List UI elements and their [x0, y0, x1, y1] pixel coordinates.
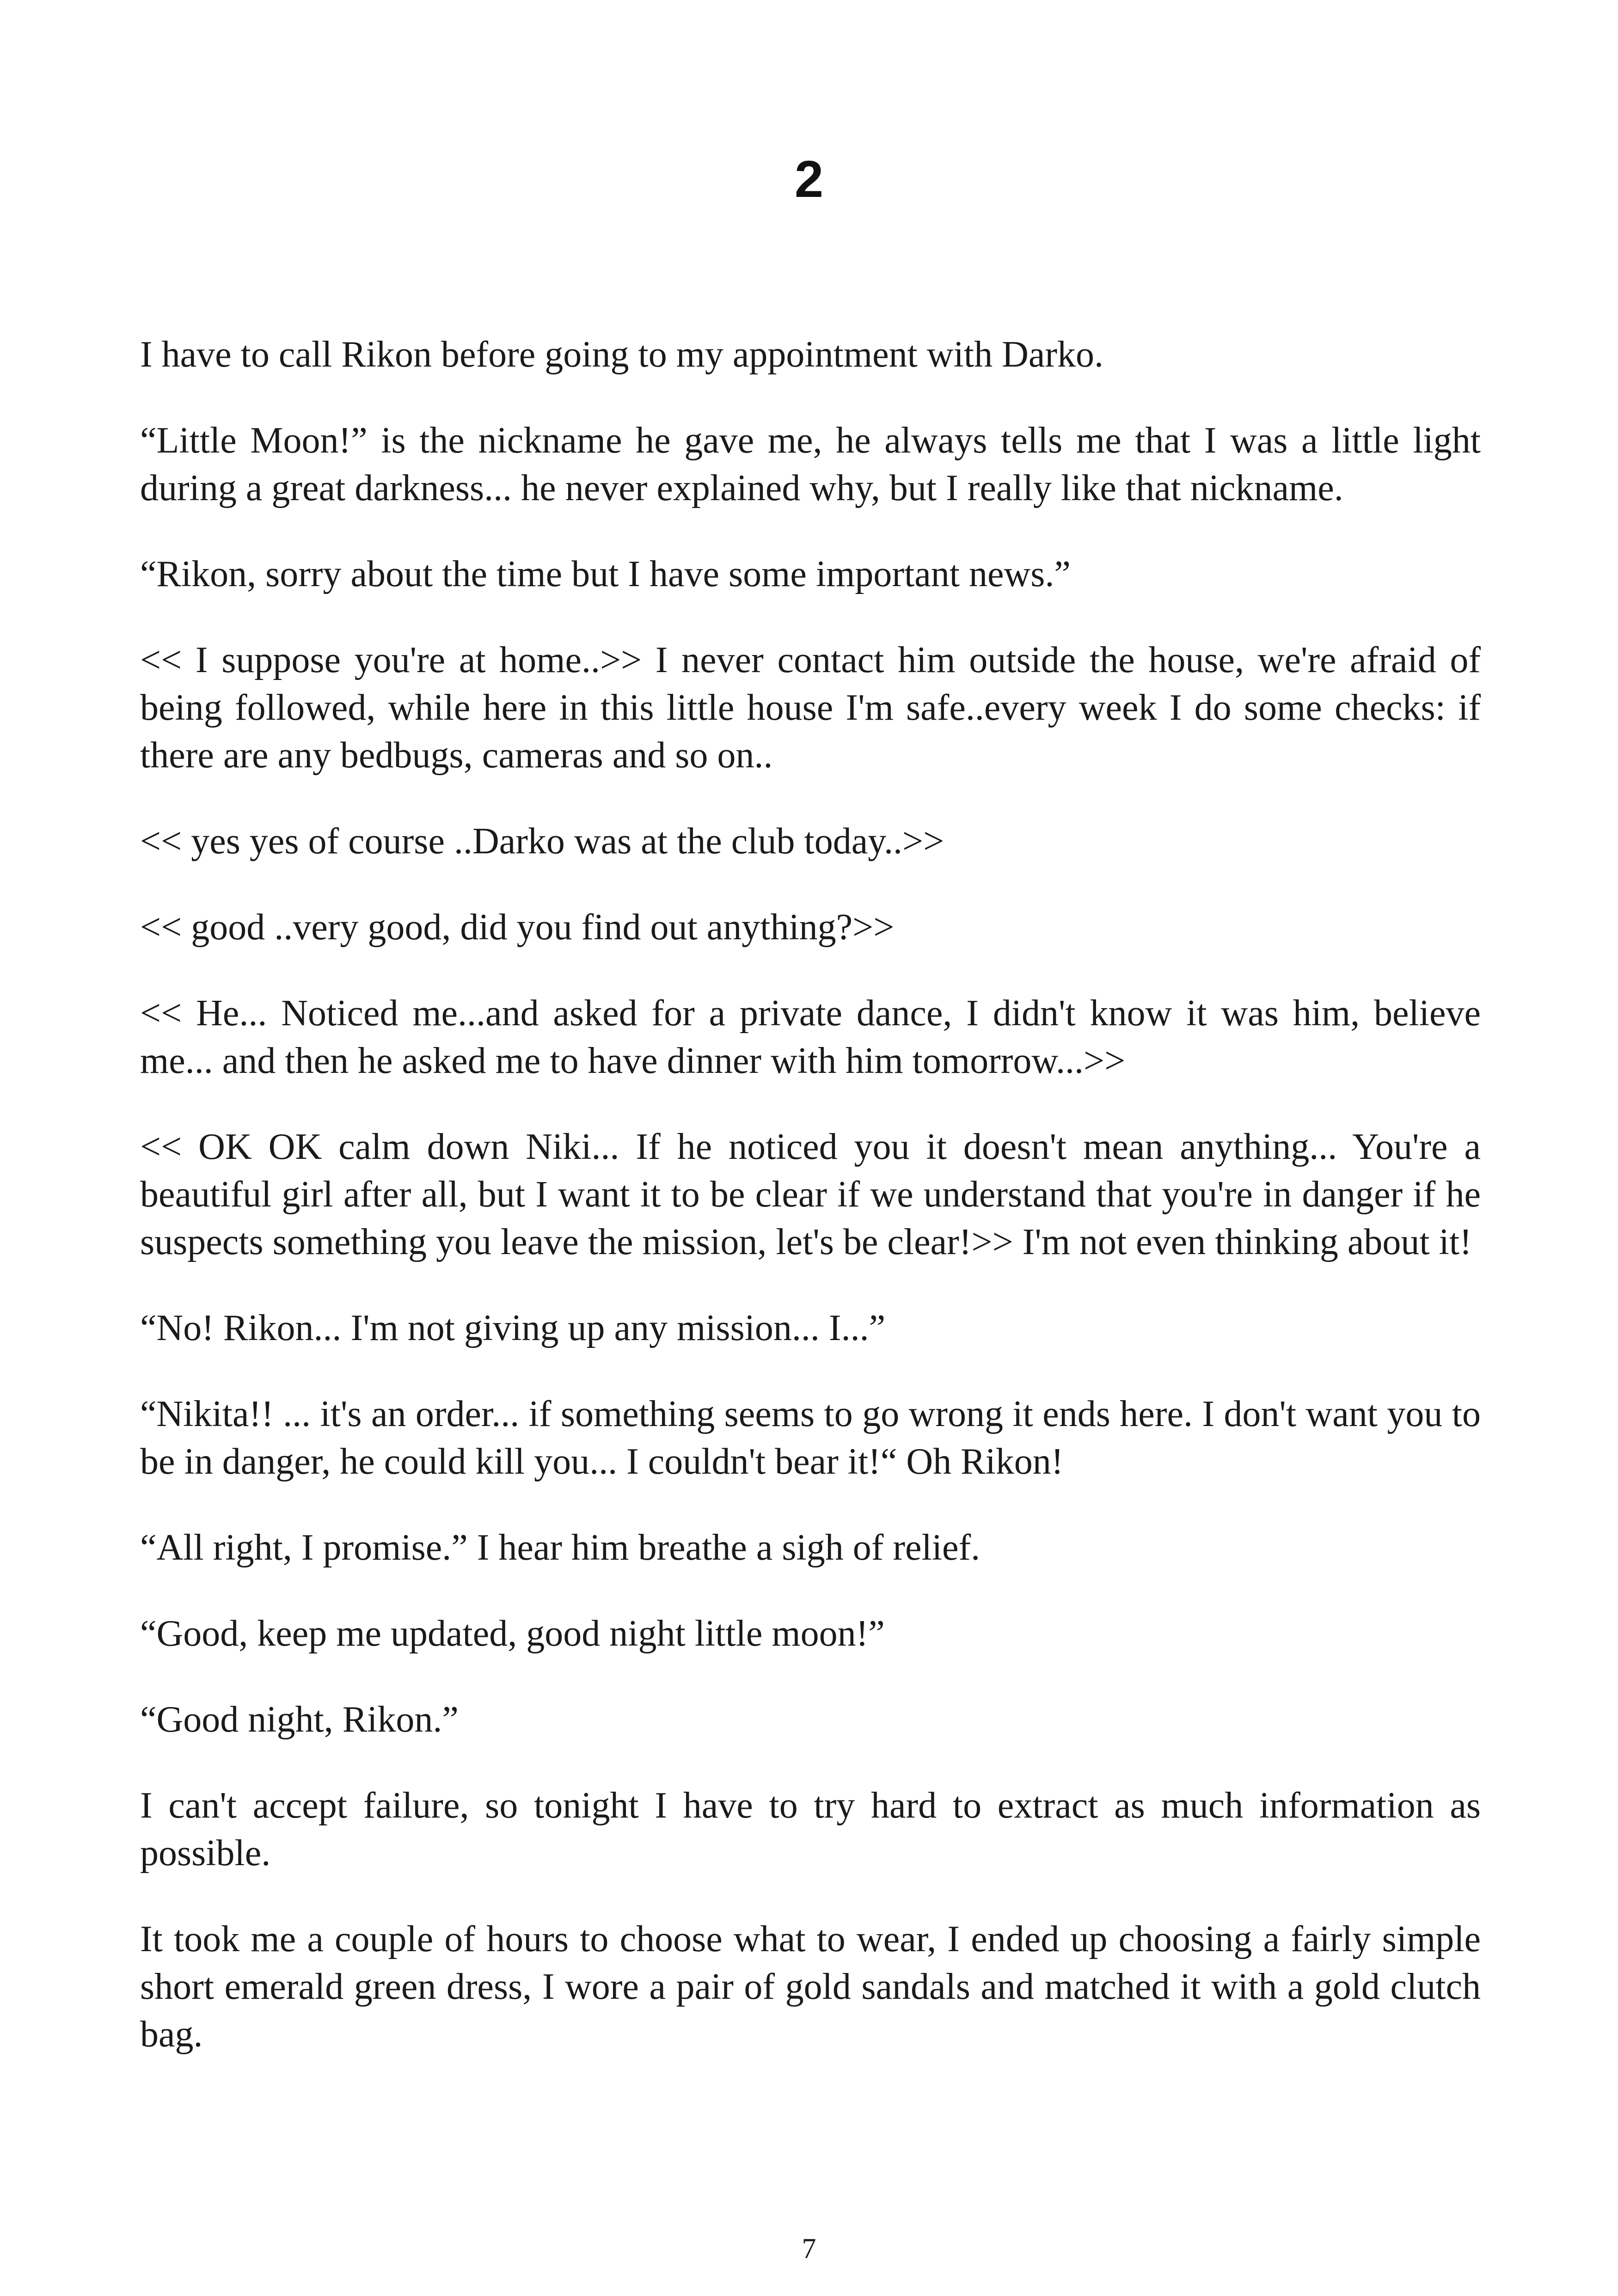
paragraph: << yes yes of course ..Darko was at the club today..>> [140, 821, 944, 862]
chapter-number: 2 [794, 150, 824, 208]
paragraph: “All right, I promise.” I hear him breathe a sigh of relief. [140, 1527, 981, 1568]
paragraph: “No! Rikon... I'm not giving up any mission... I...” [140, 1308, 886, 1348]
paragraph: It took me a couple of hours to choose what to wear, I ended up choosing a fairly simple short emerald green dress, I wore a pair of gold sandals and matched it with a gold clutch bag. [140, 1919, 1481, 2055]
paragraph: << OK OK calm down Niki... If he noticed you it doesn't mean anything... You're a beautiful girl after all, but I want it to be clear if we understand that you're in danger if he suspects something you leave the mission, let's be clear!>> I'm not even thinking about it! [140, 1127, 1481, 1262]
paragraph: I have to call Rikon before going to my appointment with Darko. [140, 334, 1103, 375]
paragraph: “Rikon, sorry about the time but I have some important news.” [140, 554, 1071, 594]
page-number: 7 [802, 2233, 816, 2265]
chapter-body [140, 331, 1481, 2097]
paragraph: << good ..very good, did you find out anything?>> [140, 907, 895, 948]
paragraph: “Nikita!! ... it's an order... if something seems to go wrong it ends here. I don't want you to be in danger, he could kill you... I couldn't bear it!“ Oh Rikon! [140, 1394, 1481, 1482]
paragraph: << He... Noticed me...and asked for a private dance, I didn't know it was him, believe me... and then he asked me to have dinner with him tomorrow...>> [140, 993, 1481, 1081]
paragraph: I can't accept failure, so tonight I have to try hard to extract as much information as possible. [140, 1785, 1481, 1874]
paragraph: “Good, keep me updated, good night little moon!” [140, 1613, 885, 1654]
paragraph: << I suppose you're at home..>> I never contact him outside the house, we're afraid of being followed, while here in this little house I'm safe..every week I do some checks: if there are any bedbugs, cameras and so on.. [140, 640, 1481, 776]
paragraph: “Little Moon!” is the nickname he gave me, he always tells me that I was a little light during a great darkness... he never explained why, but I really like that nickname. [140, 420, 1481, 508]
paragraph: “Good night, Rikon.” [140, 1699, 459, 1740]
